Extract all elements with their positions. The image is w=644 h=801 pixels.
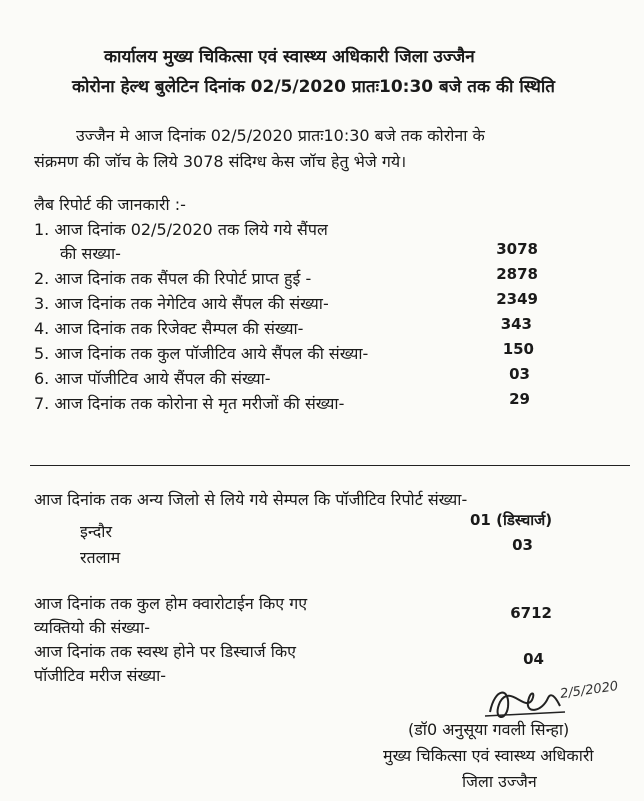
district-name-ratlam: रतलाम: [80, 548, 121, 567]
discharge-value: 04: [523, 650, 544, 668]
office-title: कार्यालय मुख्य चिकित्सा एवं स्वास्थ्य अधिकारी जिला उज्जैन: [104, 47, 475, 67]
intro-line-2: संक्रमण की जॉच के लिये 3078 संदिग्ध केस जॉच हेतु भेजे गये।: [34, 152, 407, 171]
lab-item-1-label-cont: की सख्या-: [60, 244, 121, 263]
discharge-line-1: आज दिनांक तक स्वस्थ होने पर डिस्चार्ज किए: [34, 642, 296, 661]
lab-heading: लैब रिपोर्ट की जानकारी :-: [34, 195, 186, 214]
lab-item-5-label: 5. आज दिनांक तक कुल पॉजीटिव आये सैंपल की संख्या-: [34, 344, 369, 363]
quarantine-line-2: व्यक्तियो की संख्या-: [34, 618, 150, 637]
lab-item-4-label: 4. आज दिनांक तक रिजेक्ट सैम्पल की संख्या-: [34, 319, 304, 338]
lab-item-6-value: 03: [509, 365, 530, 383]
lab-item-2-value: 2878: [496, 265, 538, 283]
lab-item-7-label: 7. आज दिनांक तक कोरोना से मृत मरीजों की संख्या-: [34, 394, 345, 413]
district-value-ratlam: 03: [512, 536, 533, 554]
quarantine-value: 6712: [510, 604, 552, 622]
lab-item-2-label: 2. आज दिनांक तक सैंपल की रिपोर्ट प्राप्त हुई -: [34, 269, 312, 288]
district-value-indore: 01 (डिस्चार्ज): [470, 511, 553, 529]
other-districts-heading: आज दिनांक तक अन्य जिलो से लिये गये सेम्पल कि पॉजीटिव रिपोर्ट संख्या-: [34, 490, 468, 509]
signature-date: 2/5/2020: [559, 679, 620, 702]
lab-item-7-value: 29: [509, 390, 530, 408]
section-divider: [30, 465, 630, 466]
intro-line-1: उज्जैन मे आज दिनांक 02/5/2020 प्रातः10:30 बजे तक कोरोना के: [76, 126, 485, 145]
lab-item-5-value: 150: [502, 340, 534, 358]
lab-item-3-label: 3. आज दिनांक तक नेगेटिव आये सैंपल की संख्या-: [34, 294, 329, 313]
quarantine-line-1: आज दिनांक तक कुल होम क्वारोटाईन किए गए: [34, 594, 308, 613]
discharge-line-2: पॉजीटिव मरीज संख्या-: [34, 666, 167, 685]
bulletin-title: कोरोना हेल्थ बुलेटिन दिनांक 02/5/2020 प्रातः10:30 बजे तक की स्थिति: [72, 77, 555, 97]
lab-item-4-value: 343: [500, 315, 532, 333]
signatory-designation: मुख्य चिकित्सा एवं स्वास्थ्य अधिकारी: [383, 746, 594, 765]
lab-item-3-value: 2349: [496, 290, 538, 308]
lab-item-6-label: 6. आज पॉजीटिव आये सैंपल की संख्या-: [34, 369, 271, 388]
district-name-indore: इन्दौर: [80, 522, 112, 541]
signatory-place: जिला उज्जैन: [462, 772, 537, 791]
signatory-name: (डॉ0 अनुसूया गवली सिन्हा): [408, 720, 570, 739]
lab-item-1-label: 1. आज दिनांक 02/5/2020 तक लिये गये सैंपल: [34, 220, 328, 239]
lab-item-1-value: 3078: [496, 240, 538, 258]
